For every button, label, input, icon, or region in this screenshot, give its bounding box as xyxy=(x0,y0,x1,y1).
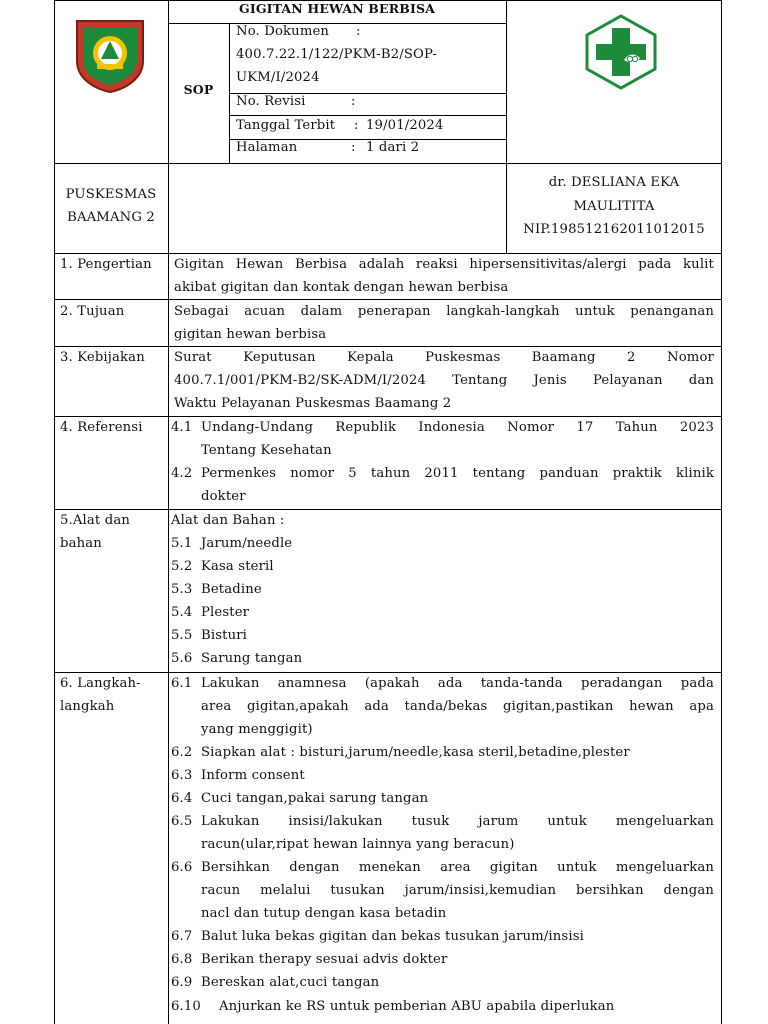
list-item-line1: Berikan therapy sesuai advis dokter xyxy=(201,952,448,967)
grid-line xyxy=(54,509,722,510)
section-label-alat-line1: 5.Alat dan xyxy=(60,513,130,528)
revision-label: No. Revisi xyxy=(236,94,306,109)
list-item xyxy=(171,741,714,764)
list-item xyxy=(171,787,714,810)
list-item-line1: Anjurkan ke RS untuk pemberian ABU apabila diperlukan xyxy=(219,999,615,1014)
list-item-line2: dokter xyxy=(201,489,246,504)
list-item-number: 5.5 xyxy=(171,628,193,643)
list-item-number: 5.4 xyxy=(171,605,193,620)
doc-number-sep: : xyxy=(356,24,361,39)
list-item-number: 5.6 xyxy=(171,651,193,666)
list-item-text: Betadine xyxy=(201,582,262,597)
list-item xyxy=(171,856,714,925)
section-label-langkah-line2: langkah xyxy=(60,699,115,714)
doc-number-value-line1: 400.7.22.1/122/PKM-B2/SOP- xyxy=(236,47,437,62)
list-item xyxy=(171,764,714,787)
tujuan-line2: gigitan hewan berbisa xyxy=(174,327,327,342)
sop-title: GIGITAN HEWAN BERBISA xyxy=(239,1,435,16)
list-item-number: 5.3 xyxy=(171,582,193,597)
alat-intro: Alat dan Bahan : xyxy=(171,513,285,528)
issue-date-sep: : xyxy=(354,118,359,133)
list-item xyxy=(171,601,714,624)
sop-label: SOP xyxy=(183,82,214,97)
grid-line xyxy=(229,23,230,163)
list-item xyxy=(171,948,714,971)
list-item-text: Sarung tangan xyxy=(201,651,303,666)
section-label-pengertian: 1. Pengertian xyxy=(60,257,152,272)
list-item-number: 6.6 xyxy=(171,860,193,875)
revision-sep: : xyxy=(351,94,356,109)
kebijakan-line2: 400.7.1/001/PKM-B2/SK-ADM/I/2024 Tentang Jenis Pelayanan dan xyxy=(174,373,714,388)
list-item xyxy=(171,925,714,948)
puskesmas-cross-icon xyxy=(584,14,658,90)
section-label-langkah-line1: 6. Langkah- xyxy=(60,676,141,691)
section-label-tujuan: 2. Tujuan xyxy=(60,304,125,319)
grid-line xyxy=(54,0,55,1024)
list-item xyxy=(171,555,714,578)
list-item-number: 6.2 xyxy=(171,745,193,760)
list-item-line1: Lakukan anamnesa (apakah ada tanda-tanda peradangan pada xyxy=(201,676,714,691)
list-item-line1: Bersihkan dengan menekan area gigitan untuk mengeluarkan xyxy=(201,860,714,875)
list-item-text: Kasa steril xyxy=(201,559,274,574)
page-sep: : xyxy=(351,140,356,155)
list-item-line1: Bereskan alat,cuci tangan xyxy=(201,975,380,990)
list-item-line1: Permenkes nomor 5 tahun 2011 tentang panduan praktik klinik xyxy=(201,466,714,481)
grid-line xyxy=(54,163,722,164)
issue-date-label: Tanggal Terbit xyxy=(236,118,336,133)
list-item xyxy=(171,416,714,462)
pengertian-line1: Gigitan Hewan Berbisa adalah reaksi hipersensitivitas/alergi pada kulit xyxy=(174,257,714,272)
sop-document xyxy=(54,0,722,1024)
list-item xyxy=(171,995,714,1018)
grid-line xyxy=(168,0,169,1024)
pengertian-line2: akibat gigitan dan kontak dengan hewan berbisa xyxy=(174,280,509,295)
list-item-number: 4.1 xyxy=(171,420,193,435)
list-item-number: 6.3 xyxy=(171,768,193,783)
list-item xyxy=(171,647,714,670)
list-item xyxy=(171,462,714,508)
list-item-line1: Inform consent xyxy=(201,768,305,783)
list-item-number: 6.7 xyxy=(171,929,193,944)
list-item xyxy=(171,578,714,601)
signer-nip: NIP.198512162011012015 xyxy=(523,222,705,237)
list-item-number: 6.4 xyxy=(171,791,193,806)
grid-line xyxy=(168,23,506,24)
tujuan-line1: Sebagai acuan dalam penerapan langkah-langkah untuk penanganan xyxy=(174,304,714,319)
district-emblem-icon xyxy=(73,17,147,93)
grid-line xyxy=(721,0,722,1024)
list-item xyxy=(171,624,714,647)
list-item xyxy=(171,532,714,555)
section-label-referensi: 4. Referensi xyxy=(60,420,143,435)
list-item-number: 6.1 xyxy=(171,676,193,691)
org-name-line2: BAAMANG 2 xyxy=(67,210,155,225)
list-item-number: 5.1 xyxy=(171,536,193,551)
list-item xyxy=(171,971,714,994)
list-item-text: Bisturi xyxy=(201,628,248,643)
doc-number-value-line2: UKM/I/2024 xyxy=(236,70,320,85)
signer-name-line2: MAULITITA xyxy=(573,199,655,214)
page-label: Halaman xyxy=(236,140,298,155)
list-item-line2: Tentang Kesehatan xyxy=(201,443,332,458)
list-item-line3: nacl dan tutup dengan kasa betadin xyxy=(201,906,447,921)
kebijakan-line3: Waktu Pelayanan Puskesmas Baamang 2 xyxy=(174,396,452,411)
page-value: 1 dari 2 xyxy=(366,140,420,155)
list-item-line1: Siapkan alat : bisturi,jarum/needle,kasa steril,betadine,plester xyxy=(201,745,630,760)
list-item xyxy=(171,672,714,741)
list-item xyxy=(171,810,714,856)
list-item-line1: Undang-Undang Republik Indonesia Nomor 17 Tahun 2023 xyxy=(201,420,714,435)
list-item-line2: racun(ular,ripat hewan lainnya yang beracun) xyxy=(201,837,515,852)
list-item-number: 4.2 xyxy=(171,466,193,481)
kebijakan-line1: Surat Keputusan Kepala Puskesmas Baamang 2 Nomor xyxy=(174,350,714,365)
list-item-number: 5.2 xyxy=(171,559,193,574)
list-item-text: Plester xyxy=(201,605,250,620)
list-item-text: Jarum/needle xyxy=(201,536,293,551)
org-name-line1: PUSKESMAS xyxy=(65,187,157,202)
list-item-line1: Lakukan insisi/lakukan tusuk jarum untuk mengeluarkan xyxy=(201,814,714,829)
list-item-number: 6.10 xyxy=(171,999,201,1014)
list-item-number: 6.9 xyxy=(171,975,193,990)
list-item-line3: yang menggigit) xyxy=(201,722,313,737)
list-item-number: 6.5 xyxy=(171,814,193,829)
list-item-line2: racun melalui tusukan jarum/insisi,kemudian bersihkan dengan xyxy=(201,883,714,898)
section-label-kebijakan: 3. Kebijakan xyxy=(60,350,145,365)
list-item-line2: area gigitan,apakah ada tanda/bekas gigitan,pastikan hewan apa xyxy=(201,699,714,714)
list-item-line1: Balut luka bekas gigitan dan bekas tusukan jarum/insisi xyxy=(201,929,585,944)
signer-name-line1: dr. DESLIANA EKA xyxy=(548,175,680,190)
issue-date-value: 19/01/2024 xyxy=(366,118,444,133)
section-label-alat-line2: bahan xyxy=(60,536,102,551)
doc-number-label: No. Dokumen xyxy=(236,24,330,39)
list-item-number: 6.8 xyxy=(171,952,193,967)
list-item-line1: Cuci tangan,pakai sarung tangan xyxy=(201,791,429,806)
